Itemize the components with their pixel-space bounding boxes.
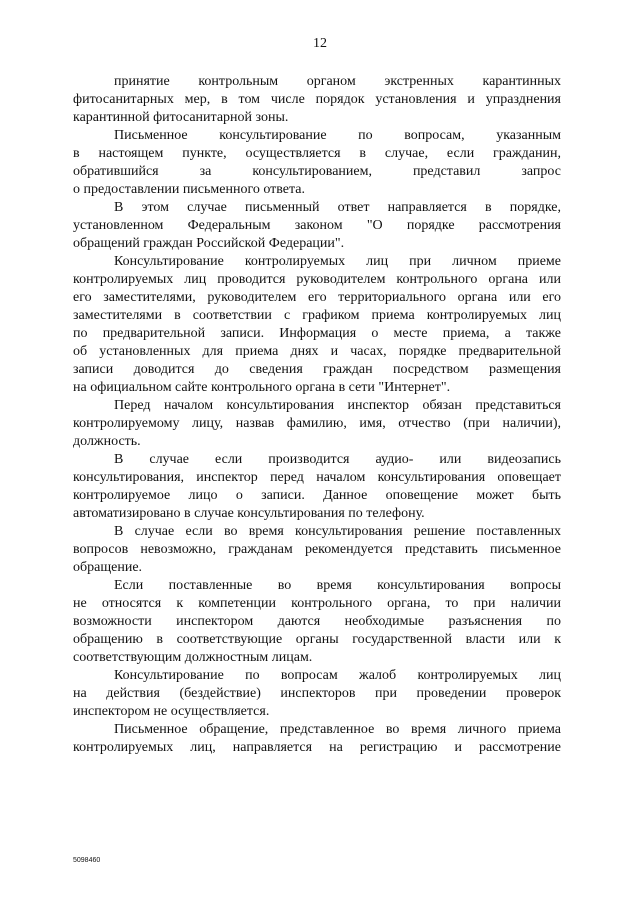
text-line: В случае если во время консультирования решение поставленных	[114, 524, 561, 539]
text-line: обращение.	[73, 560, 143, 575]
text-line: контролируемому лицу, назвав фамилию, имя, отчество (при наличии),	[73, 416, 561, 431]
text-line: Если поставленные во время консультирования вопросы	[114, 578, 561, 593]
text-line: В случае если производится аудио- или видеозапись	[114, 452, 561, 467]
text-line: вопросов невозможно, гражданам рекомендуется представить письменное	[73, 542, 561, 557]
text-line: на действия (бездействие) инспекторов при проведении проверок	[73, 686, 561, 701]
text-line: на официальном сайте контрольного органа в сети "Интернет".	[73, 380, 451, 395]
text-line: Консультирование по вопросам жалоб контролируемых лиц	[114, 668, 561, 683]
text-line: Консультирование контролируемых лиц при личном приеме	[114, 254, 561, 269]
text-line: обратившийся за консультированием, представил запрос	[73, 164, 561, 179]
text-line: карантинной фитосанитарной зоны.	[73, 110, 289, 125]
text-line: контролируемых лиц, направляется на регистрацию и рассмотрение	[73, 740, 561, 755]
text-line: Перед началом консультирования инспектор обязан представиться	[114, 398, 561, 413]
text-line: об установленных для приема днях и часах, порядке предварительной	[73, 344, 561, 359]
text-line: обращению в соответствующие органы государственной власти или к	[73, 632, 561, 647]
document-code: 5098460	[73, 857, 101, 864]
text-line: фитосанитарных мер, в том числе порядок установления и упразднения	[73, 92, 561, 107]
text-line: автоматизировано в случае консультирования по телефону.	[73, 506, 425, 521]
text-line: контролируемых лиц проводится руководителем контрольного органа или	[73, 272, 561, 287]
text-line: Письменное обращение, представленное во время личного приема	[114, 722, 561, 737]
text-line: обращений граждан Российской Федерации".	[73, 236, 345, 251]
text-line: возможности инспектором даются необходимые разъяснения по	[73, 614, 561, 629]
text-line: его заместителями, руководителем его территориального органа или его	[73, 290, 561, 305]
text-line: записи доводится до сведения граждан посредством размещения	[73, 362, 561, 377]
text-line: в настоящем пункте, осуществляется в случае, если гражданин,	[73, 146, 561, 161]
text-line: соответствующим должностным лицам.	[73, 650, 313, 665]
text-line: инспектором не осуществляется.	[73, 704, 270, 719]
text-line: о предоставлении письменного ответа.	[73, 182, 306, 197]
text-line: контролируемое лицо о записи. Данное оповещение может быть	[73, 488, 561, 503]
text-line: принятие контрольным органом экстренных карантинных	[114, 74, 561, 89]
page-number: 12	[313, 36, 327, 51]
text-line: должность.	[73, 434, 141, 449]
text-line: установленном Федеральным законом "О порядке рассмотрения	[73, 218, 561, 233]
text-line: по предварительной записи. Информация о месте приема, а также	[73, 326, 561, 341]
text-line: В этом случае письменный ответ направляется в порядке,	[114, 200, 561, 215]
text-line: консультирования, инспектор перед началом консультирования оповещает	[73, 470, 561, 485]
text-line: Письменное консультирование по вопросам, указанным	[114, 128, 561, 143]
text-line: заместителями в соответствии с графиком приема контролируемых лиц	[73, 308, 561, 323]
text-line: не относятся к компетенции контрольного органа, то при наличии	[73, 596, 561, 611]
